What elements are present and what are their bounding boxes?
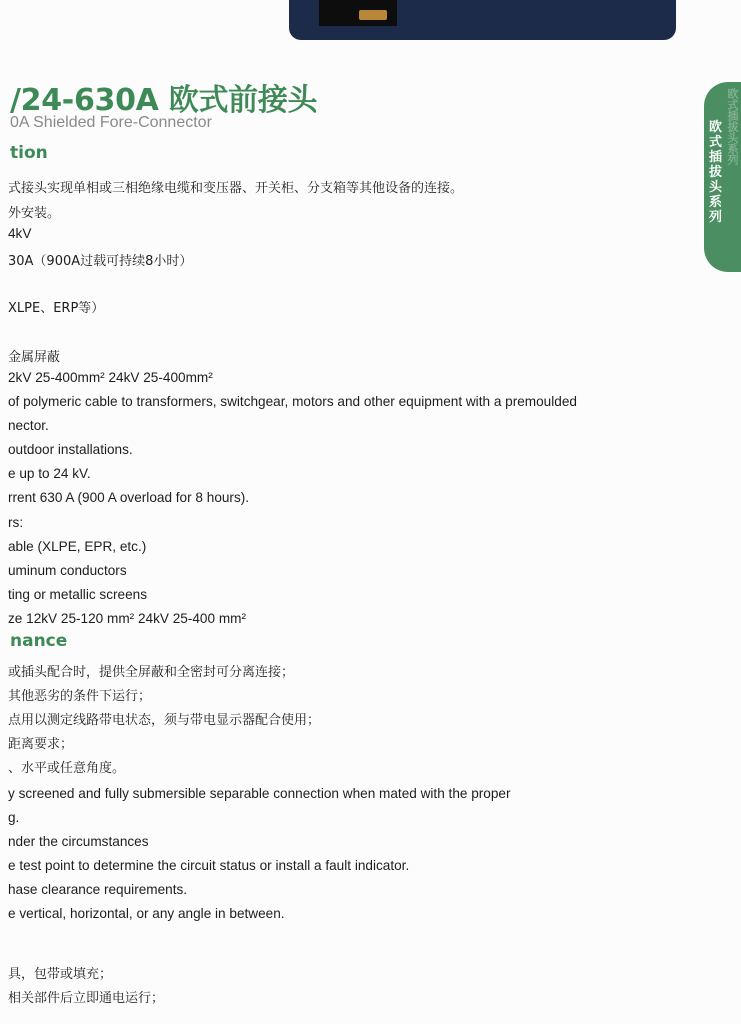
application-en-line: uminum conductors xyxy=(8,563,127,578)
application-cn-line: 4kV xyxy=(8,226,32,241)
application-en-line: rs: xyxy=(8,515,24,530)
application-en-line: of polymeric cable to transformers, switchgear, motors and other equipment with a premoulded xyxy=(8,394,577,409)
application-en-line: ting or metallic screens xyxy=(8,587,148,602)
product-photo xyxy=(319,0,397,26)
page-title: /24-630A 欧式前接头 xyxy=(10,83,318,118)
side-category-tab[interactable] xyxy=(704,82,741,272)
performance-en-line: e test point to determine the circuit status or install a fault indicator. xyxy=(8,858,410,873)
performance-en-line: nder the circumstances xyxy=(8,834,149,849)
performance-cn-line: 其他恶劣的条件下运行； xyxy=(8,689,152,704)
side-tab-faded-text: 欧式插拔头系列 xyxy=(726,88,739,165)
application-en-line: e up to 24 kV. xyxy=(8,466,91,481)
side-tab-label: 欧式插拔头系列 xyxy=(709,120,723,225)
application-cn-line: 金属屏蔽 xyxy=(8,350,61,365)
application-en-line: nector. xyxy=(8,418,49,433)
application-cn-line: 外安装。 xyxy=(8,206,61,221)
performance-cn-line: 点用以测定线路带电状态，须与带电显示器配合使用； xyxy=(8,713,321,728)
application-en-line: ze 12kV 25-120 mm² 24kV 25-400 mm² xyxy=(8,611,246,626)
application-en-line: able (XLPE, EPR, etc.) xyxy=(8,539,147,554)
performance-cn-line: 或插头配合时，提供全屏蔽和全密封可分离连接； xyxy=(8,665,295,680)
install-cn-line: 相关部件后立即通电运行； xyxy=(8,991,165,1006)
application-en-line: outdoor installations. xyxy=(8,442,133,457)
section-heading-application: tion xyxy=(10,143,48,163)
page-subtitle: 0A Shielded Fore-Connector xyxy=(10,114,212,131)
performance-cn-line: 距离要求； xyxy=(8,737,74,752)
performance-en-line: y screened and fully submersible separable connection when mated with the proper xyxy=(8,786,511,801)
application-cn-line: 30A（900A过载可持续8小时） xyxy=(8,254,193,269)
performance-cn-line: 、水平或任意角度。 xyxy=(8,761,126,776)
application-cn-line: 式接头实现单相或三相绝缘电缆和变压器、开关柜、分支箱等其他设备的连接。 xyxy=(8,181,464,196)
performance-en-line: e vertical, horizontal, or any angle in between. xyxy=(8,906,285,921)
application-cn-line: 2kV 25-400mm² 24kV 25-400mm² xyxy=(8,370,213,385)
top-banner-image xyxy=(289,0,676,40)
application-cn-line: XLPE、ERP等） xyxy=(8,301,105,316)
application-en-line: rrent 630 A (900 A overload for 8 hours). xyxy=(8,490,250,505)
install-cn-line: 具，包带或填充； xyxy=(8,967,113,982)
performance-en-line: hase clearance requirements. xyxy=(8,882,188,897)
performance-en-line: g. xyxy=(8,810,20,825)
section-heading-performance: nance xyxy=(10,631,68,651)
